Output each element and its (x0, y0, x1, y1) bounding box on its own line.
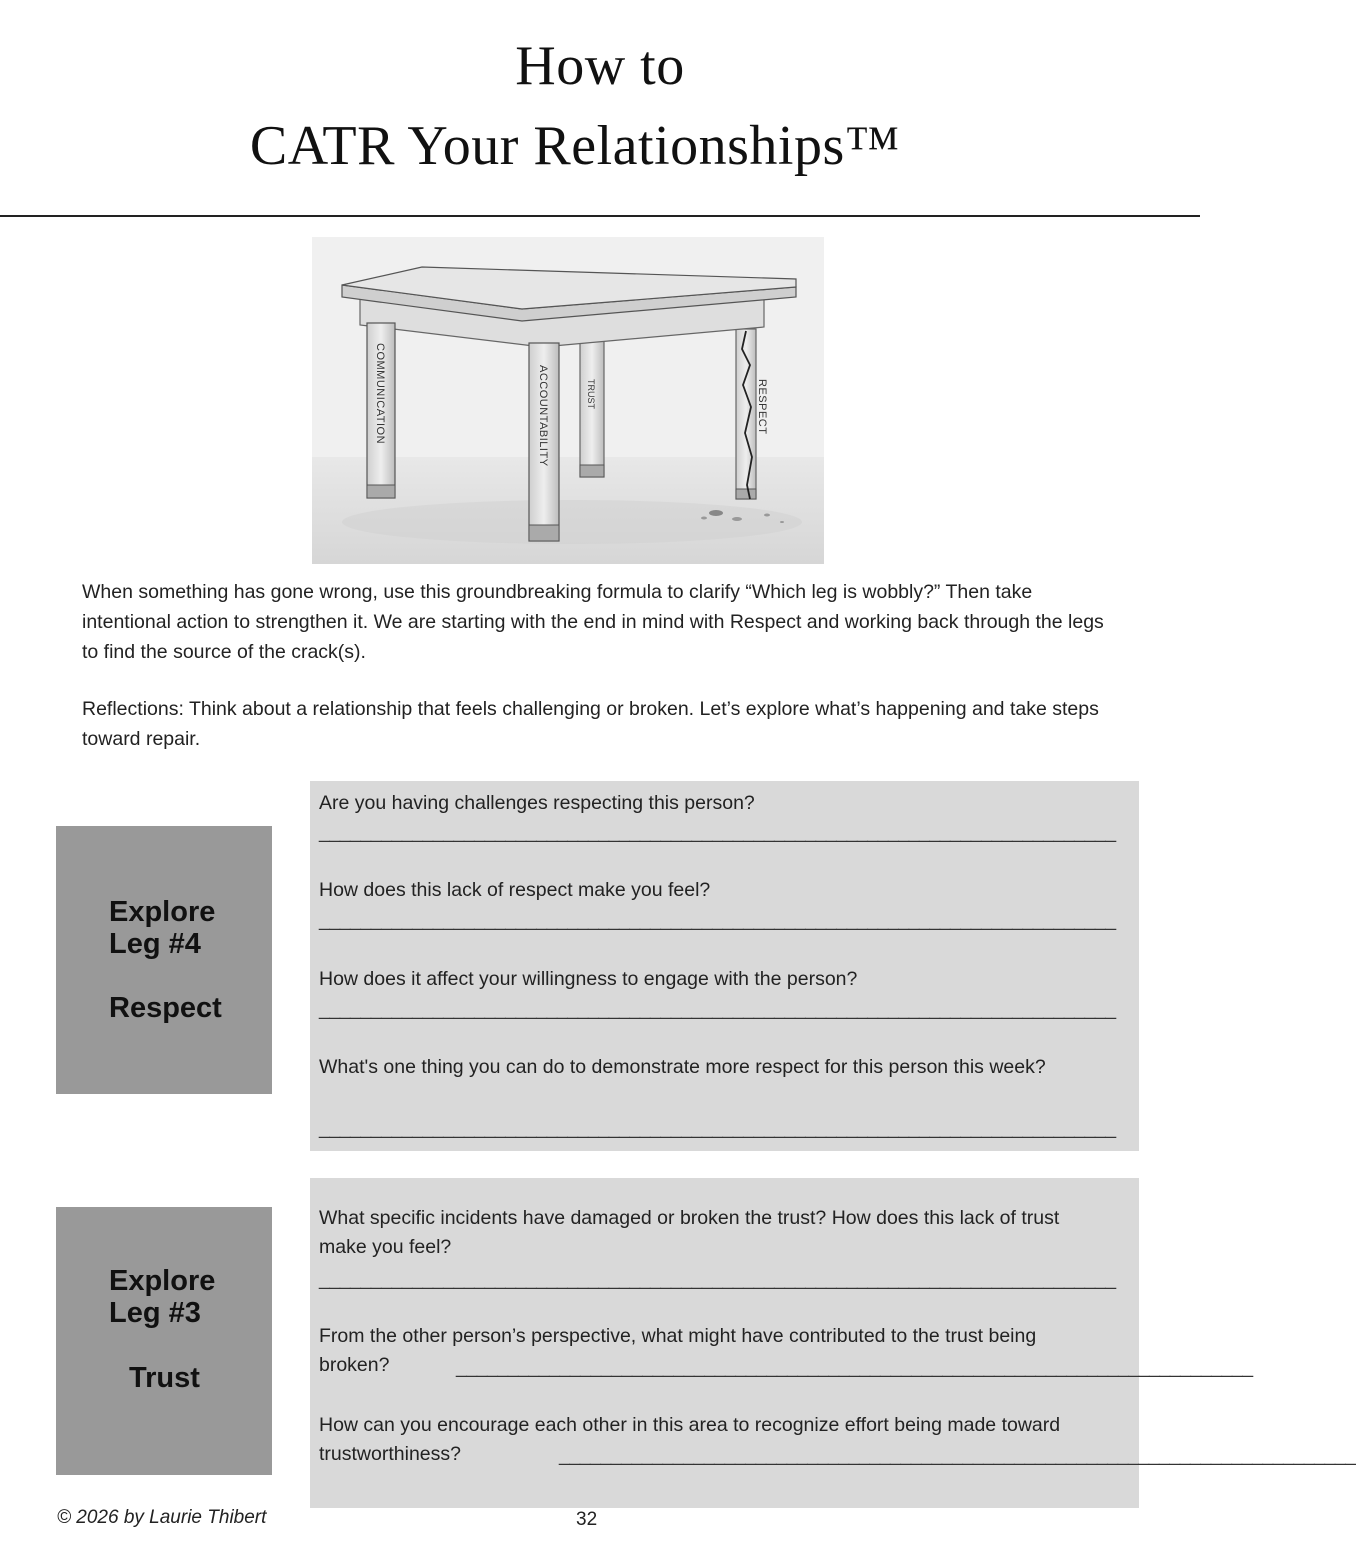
leg-label-trust: TRUST (586, 379, 596, 409)
leg3-number: Leg #3 (109, 1297, 201, 1329)
leg3-label-box (56, 1207, 272, 1475)
respect-answer-3[interactable]: _____________________________________________________________________________ (319, 998, 1116, 1020)
respect-question-2: How does this lack of respect make you feel? (319, 879, 711, 901)
trust-answer-2[interactable]: _____________________________________________________________________________ (456, 1356, 1253, 1378)
leg3-explore-text: Explore (109, 1265, 216, 1297)
leg3-name: Trust (129, 1362, 200, 1394)
reflections-paragraph: Reflections: Think about a relationship that feels challenging or broken. Let’s explore what’s happening and take steps toward repair. (82, 698, 1099, 750)
table-leg-back-right (736, 329, 756, 499)
respect-question-1: Are you having challenges respecting this person? (319, 792, 755, 814)
header-divider (0, 215, 1200, 217)
leg-label-respect: RESPECT (756, 379, 768, 435)
respect-question-4: What's one thing you can do to demonstrate more respect for this person this week? (319, 1056, 1046, 1078)
trust-question-1: What specific incidents have damaged or broken the trust? How does this lack of trust make you feel? (319, 1207, 1065, 1258)
leg-label-communication: COMMUNICATION (374, 343, 386, 445)
leg4-number: Leg #4 (109, 928, 201, 960)
footer-copyright: © 2026 by Laurie Thibert (57, 1507, 267, 1528)
respect-answer-1[interactable]: _____________________________________________________________________________ (319, 821, 1116, 843)
leg-label-accountability: ACCOUNTABILITY (537, 365, 549, 467)
trust-answer-1[interactable]: _____________________________________________________________________________ (319, 1268, 1116, 1290)
leg4-name: Respect (109, 992, 222, 1024)
page-title-line1: How to (515, 35, 685, 97)
respect-answer-4[interactable]: _____________________________________________________________________________ (319, 1117, 1116, 1139)
trust-question-3: How can you encourage each other in this area to recognize effort being made toward trustworthiness? (319, 1414, 1066, 1465)
trust-questions-panel (310, 1178, 1356, 1508)
page-number: 32 (576, 1509, 598, 1530)
respect-questions-panel (310, 781, 1139, 1151)
table-illustration (312, 237, 824, 564)
respect-answer-2[interactable]: _____________________________________________________________________________ (319, 909, 1116, 931)
page-title-line2: CATR Your Relationships™ (249, 115, 901, 177)
leg4-label-box (56, 826, 272, 1094)
trust-answer-3[interactable]: _____________________________________________________________________________ (559, 1444, 1356, 1466)
leg4-explore-text: Explore (109, 896, 216, 928)
intro-paragraph: When something has gone wrong, use this groundbreaking formula to clarify “Which leg is wobbly?” Then take intentional action to strengthen it. We are starting with the end in mind with Respect and working back through the legs to find the source of the crack(s). (82, 581, 1104, 663)
trust-question-2: From the other person’s perspective, what might have contributed to the trust being broken? (319, 1325, 1042, 1376)
respect-question-3: How does it affect your willingness to engage with the person? (319, 968, 858, 990)
